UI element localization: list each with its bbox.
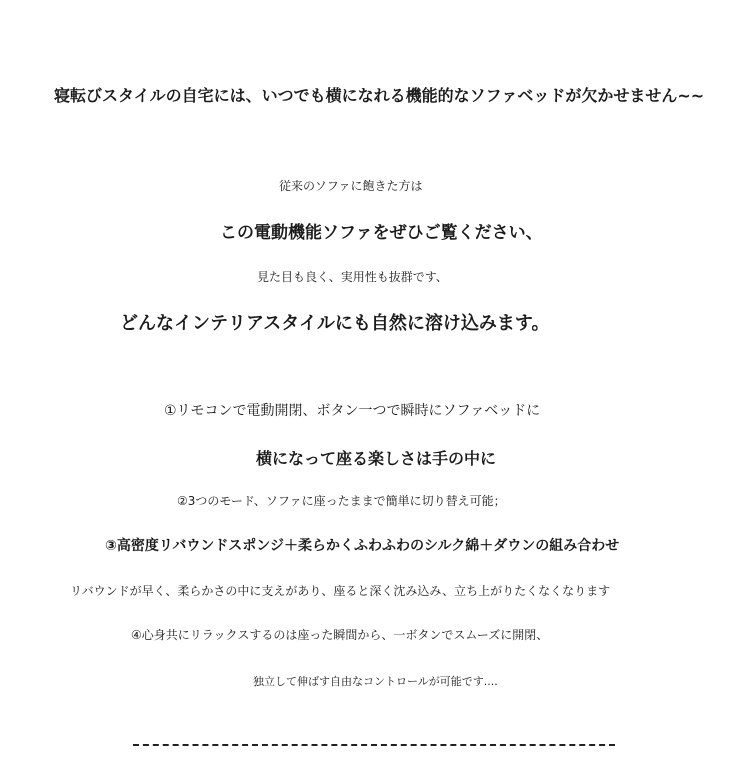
feature-1-sub: 横になって座る楽しさは手の中に: [256, 449, 497, 468]
intro-headline: 寝転びスタイルの自宅には、いつでも横になれる機能的なソファベッドが欠かせません~~: [54, 86, 705, 105]
feature-4-sub: 独立して伸ばす自由なコントロールが可能です....: [253, 675, 498, 688]
pitch-line-4: どんなインテリアスタイルにも自然に溶け込みます。: [120, 313, 550, 334]
feature-3-sub: リバウンドが早く、柔らかさの中に支えがあり、座ると深く沈み込み、立ち上がりたくなくなります: [70, 584, 611, 598]
dashed-divider: [133, 744, 615, 746]
feature-2: ②3つのモード、ソファに座ったままで簡単に切り替え可能；: [177, 494, 506, 508]
pitch-line-3: 見た目も良く、実用性も抜群です、: [257, 270, 448, 284]
feature-3: ③高密度リバウンドスポンジ＋柔らかくふわふわのシルク綿＋ダウンの組み合わせ: [105, 538, 620, 554]
feature-1: ①リモコンで電動開閉、ボタン一つで瞬時にソファベッドに: [164, 403, 541, 419]
pitch-line-2: この電動機能ソファをぜひご覧ください、: [220, 223, 543, 243]
pitch-line-1: 従来のソファに飽きた方は: [279, 179, 423, 193]
feature-4: ④心身共にリラックスするのは座った瞬間から、一ボタンでスムーズに開閉、: [131, 628, 549, 642]
